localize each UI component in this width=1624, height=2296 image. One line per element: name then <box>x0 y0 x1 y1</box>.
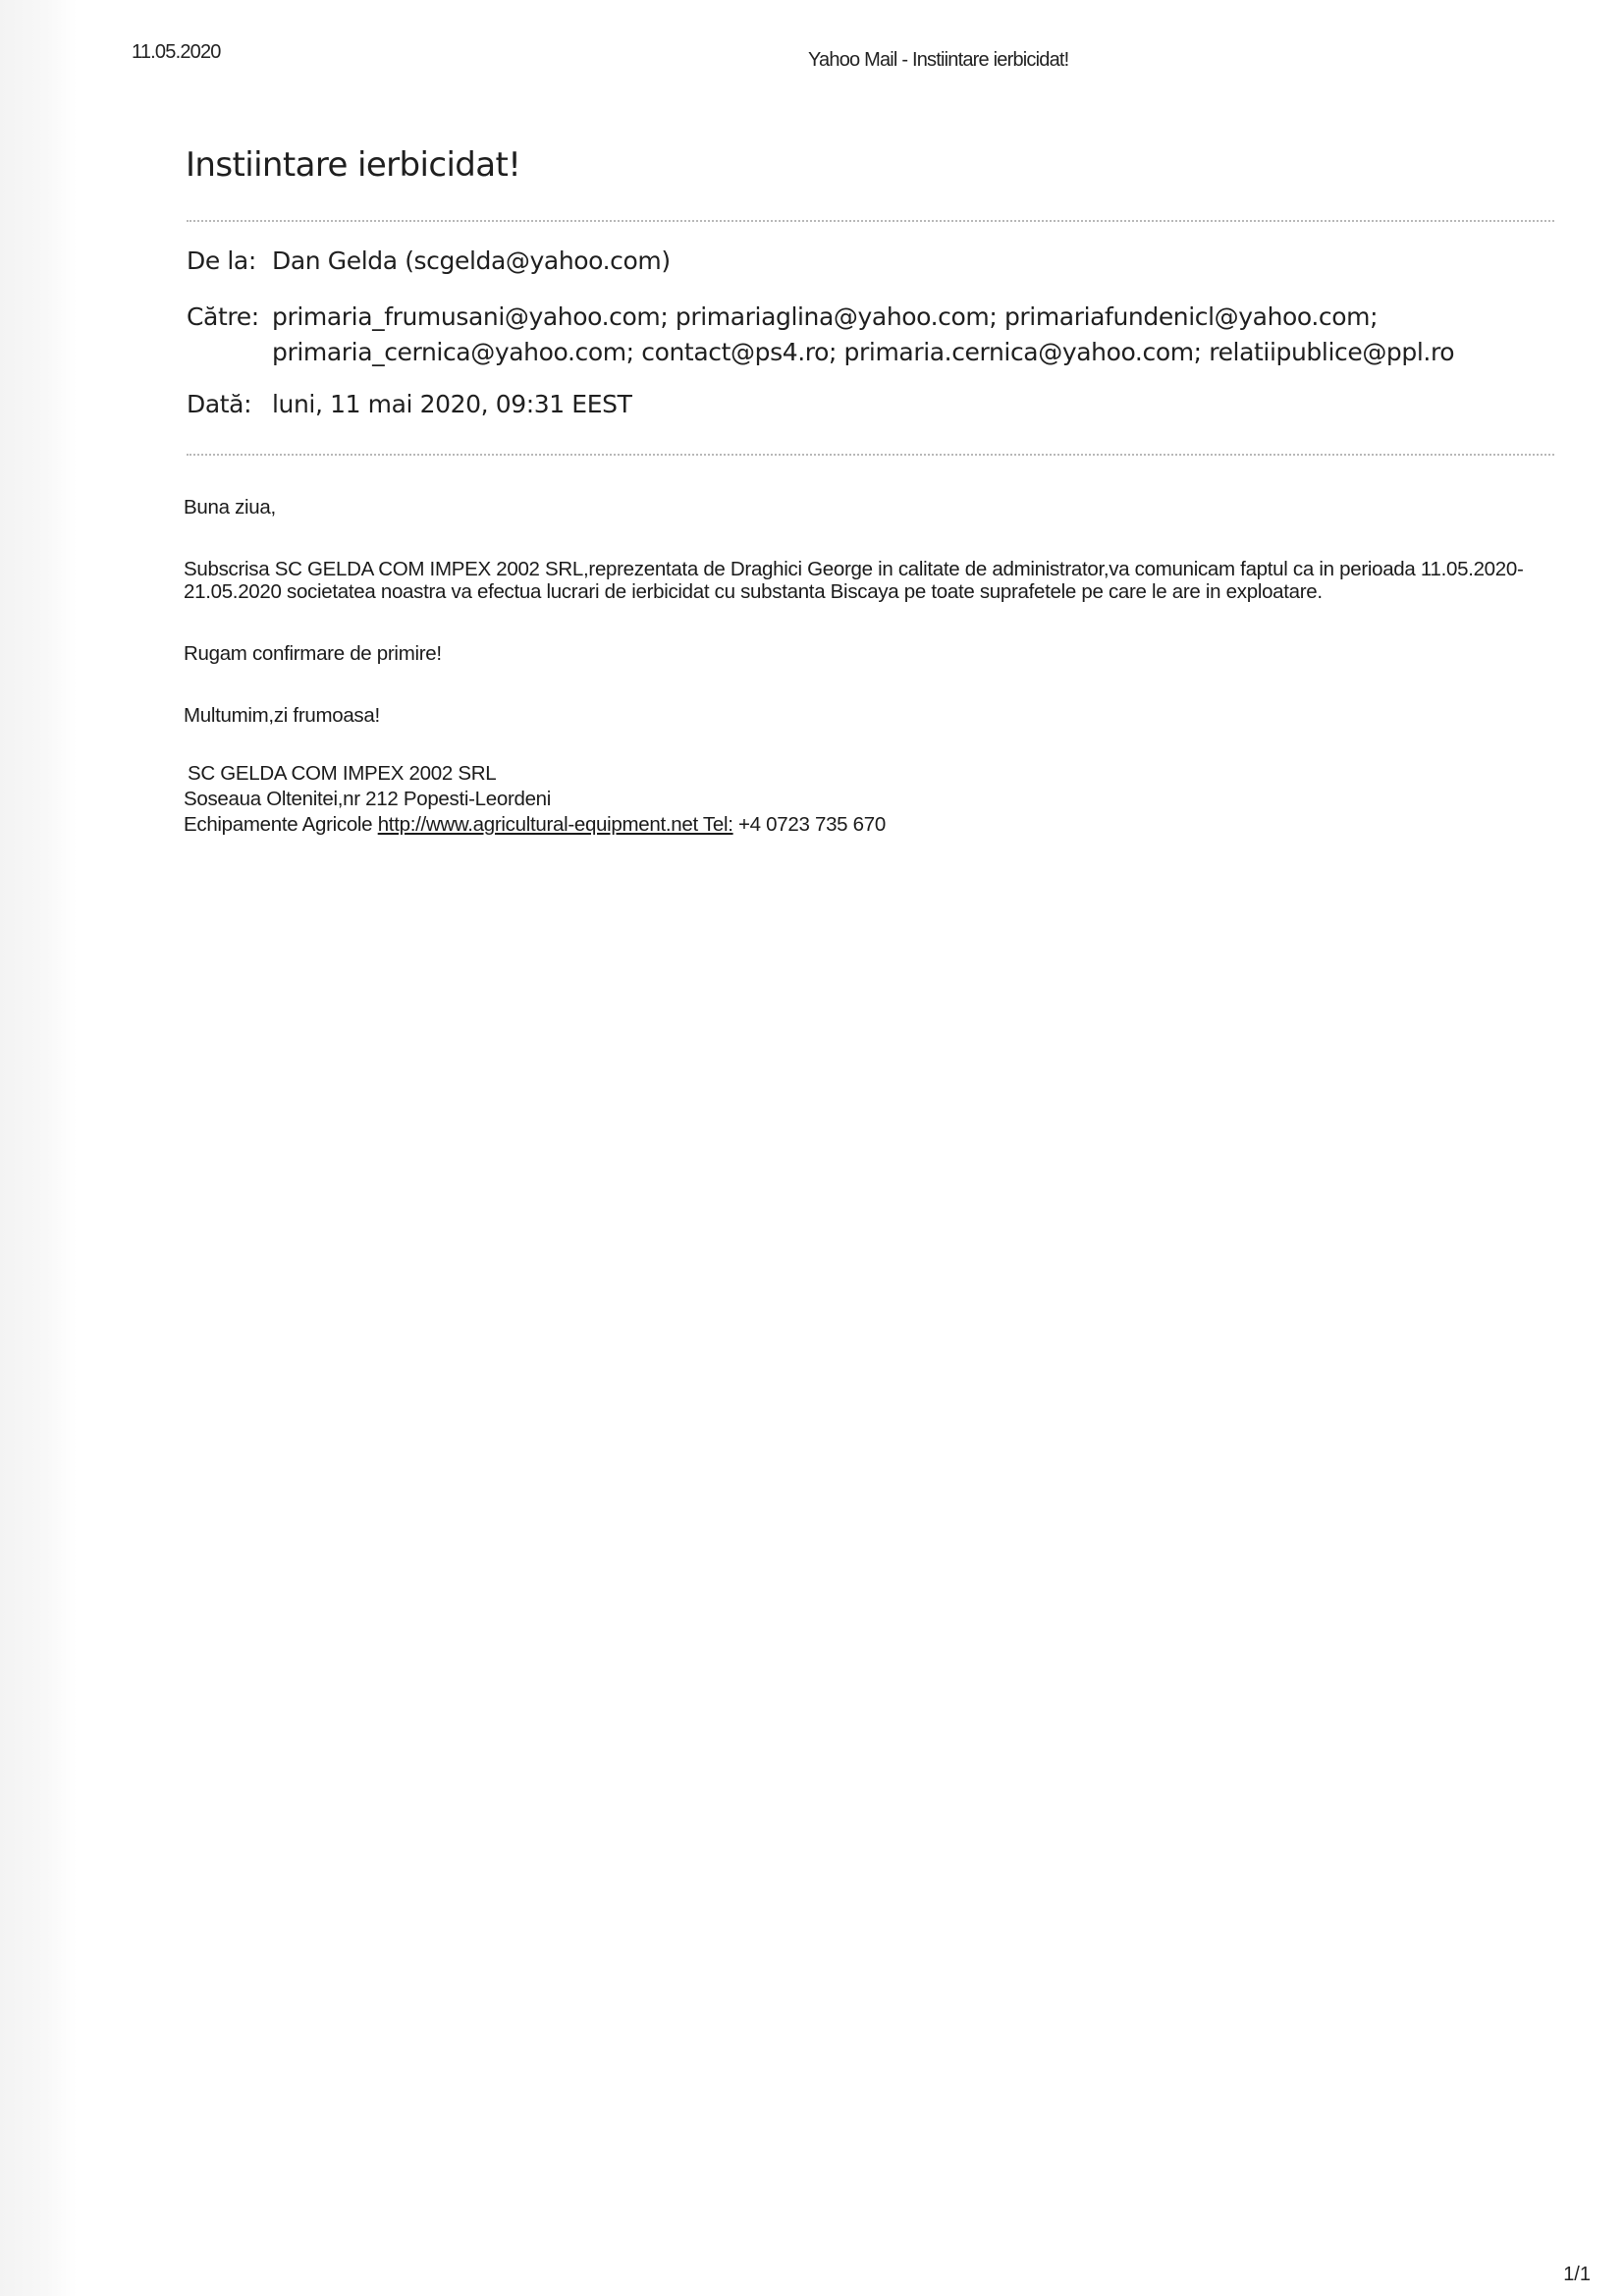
signature-tagline: Echipamente Agricole <box>184 813 373 836</box>
date-value: luni, 11 mai 2020, 09:31 EEST <box>272 390 632 418</box>
email-body <box>184 496 1578 838</box>
header-divider-bottom <box>187 454 1554 456</box>
from-label: De la: <box>187 246 256 275</box>
header-divider-top <box>187 220 1554 222</box>
email-subject: Instiintare ierbicidat! <box>186 145 521 185</box>
print-page-title: Yahoo Mail - Instiintare ierbicidat! <box>808 49 1069 71</box>
date-label: Dată: <box>187 390 252 418</box>
greeting: Buna ziua, <box>184 496 276 519</box>
to-row <box>187 300 1548 370</box>
signature-address: Soseaua Oltenitei,nr 212 Popesti-Leordeni <box>184 788 552 810</box>
to-recipients-line-1: primaria_frumusani@yahoo.com; primariaglina@yahoo.com; primariafundenicl@yahoo.com; <box>272 302 1379 331</box>
to-recipients-line-2: primaria_cernica@yahoo.com; contact@ps4.ro; primaria.cernica@yahoo.com; relatiipublice@ppl.ro <box>272 338 1455 366</box>
scan-edge <box>0 0 77 2296</box>
body-paragraph: Subscrisa SC GELDA COM IMPEX 2002 SRL,reprezentata de Draghici George in calitate de administrator,va comunicam faptul ca in perioada 11.05.2020-21.05.2020 societatea noastra va efectua lucrari de ierbicidat cu substanta Biscaya pe toate suprafetele pe care le are in exploatare. <box>184 558 1524 603</box>
page-number: 1/1 <box>1563 2264 1591 2285</box>
confirm-request: Rugam confirmare de primire! <box>184 642 442 665</box>
signature-phone: +4 0723 735 670 <box>738 813 886 836</box>
to-value <box>272 300 1548 370</box>
signature-company: SC GELDA COM IMPEX 2002 SRL <box>188 762 497 785</box>
thanks-line: Multumim,zi frumoasa! <box>184 704 380 727</box>
date-row <box>187 387 1548 422</box>
from-value: Dan Gelda (scgelda@yahoo.com) <box>272 246 671 275</box>
website-link[interactable]: http://www.agricultural-equipment.net Tel: <box>377 813 733 836</box>
from-row <box>187 244 1548 279</box>
to-label: Către: <box>187 302 259 331</box>
print-date: 11.05.2020 <box>132 41 221 63</box>
signature-contact <box>184 812 1578 838</box>
signature <box>184 761 1578 838</box>
